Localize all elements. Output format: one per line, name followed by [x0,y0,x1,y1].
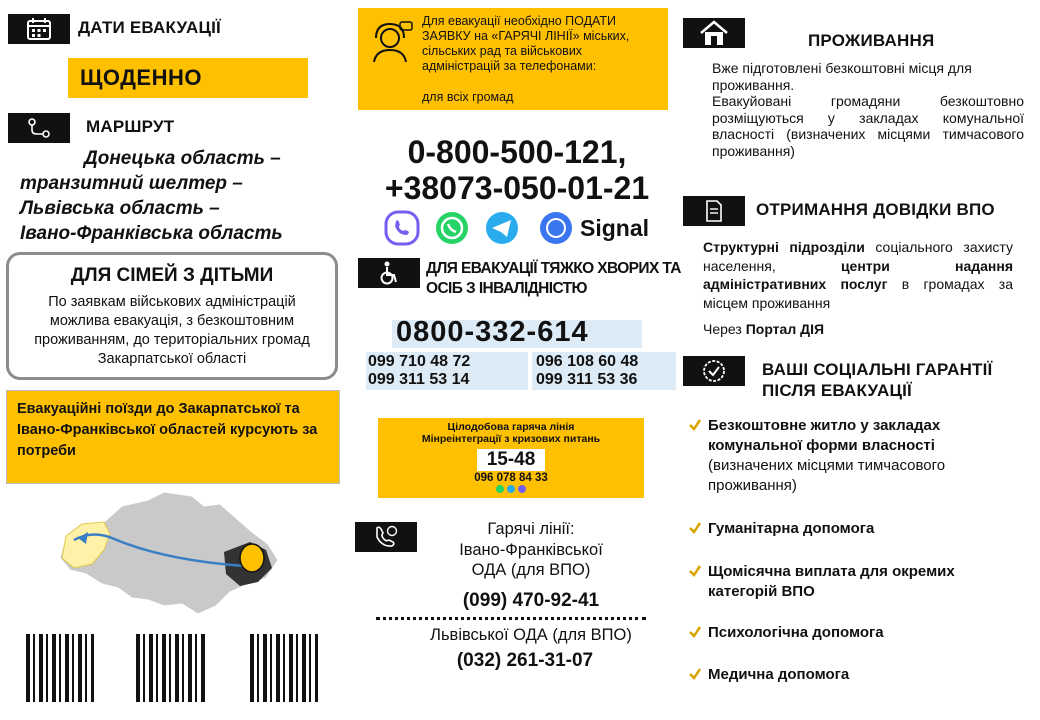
guarantee-item [688,562,1008,602]
check-icon [688,564,702,578]
viber-icon [518,485,526,493]
trains-text: Евакуаційні поїзди до Закарпатської та Івано-Франківської областей курсують за потреби [17,401,318,459]
disabled-number: 099 710 48 72 [368,353,471,370]
guarantee-subtext: (визначених місцями тимчасового проживання) [708,457,946,494]
calendar-icon-box [8,14,70,44]
disabled-number: 096 108 60 48 [536,353,639,370]
document-icon-box [683,196,745,226]
operator-icon [368,20,414,66]
route-title: МАРШРУТ [86,117,175,136]
hotline-box [378,418,644,498]
cert-t1: соціального захисту населення, [703,239,1013,274]
housing-text [712,60,1024,159]
housing-p2: Евакуйовані громадяни безкоштовно розміщуються у закладах комунальної власності (визначених місцями тимчасового проживання) [712,93,1024,159]
route-text [20,146,320,246]
cert-bold2: центри надання адміністративних послуг [703,257,1013,292]
families-title: ДЛЯ СІМЕЙ З ДІТЬМИ [70,265,274,286]
disabled-phone: 0800-332-614 [396,316,589,348]
hotline-messenger-icons [378,485,644,493]
wheelchair-icon-box [358,258,420,288]
house-icon-box [683,18,745,48]
viber-icon [384,210,420,246]
if-phone: (099) 470-92-41 [462,590,600,611]
guarantee-item [688,665,849,685]
guarantee-item [688,519,874,539]
guarantee-text: Медична допомога [708,666,850,683]
check-icon [688,521,702,535]
hotline-line1: Цілодобова гаряча лінія [447,421,575,433]
numbers-right [532,352,676,390]
qr-code [136,634,206,702]
wheelchair-icon [378,261,400,285]
signal-icon [538,210,574,246]
housing-title: ПРОЖИВАННЯ [808,31,935,50]
families-box [6,252,338,380]
phone-icon [373,525,399,549]
dates-title: ДАТИ ЕВАКУАЦІЇ [78,18,221,37]
guarantee-text: Психологічна допомога [708,624,884,641]
signal-label: Signal [580,214,650,241]
route-line: транзитний шелтер – [20,173,243,194]
phone-icon-box [355,522,417,552]
route-icon [25,116,53,140]
route-line: Львівська область – [20,198,220,219]
calendar-icon [26,17,52,41]
cert-portal-link: Портал ДІЯ [745,321,825,337]
trains-box [6,390,340,484]
telegram-icon [507,485,515,493]
messenger-icons [384,210,649,246]
badge-icon [701,358,727,384]
hotlines-title-line: Івано-Франківської [459,540,603,559]
families-text: По заявкам військових адміністрацій можлива евакуація, з безкоштовним проживанням, до територіальних громад Закарпатської області [34,294,310,367]
hotline-short [477,449,546,471]
guarantees-title-line: ПІСЛЯ ЕВАКУАЦІЇ [762,381,912,400]
hotline-phone: 096 078 84 33 [474,472,548,484]
whatsapp-icon [496,485,504,493]
cert-portal-pre: Через [703,321,746,337]
hotlines-title-line: ОДА (для ВПО) [471,561,591,579]
map-icon [52,488,282,620]
house-icon [699,20,729,46]
check-icon [688,667,702,681]
route-line: Івано-Франківська область [20,223,283,244]
dotted-divider [376,617,646,620]
numbers-left [366,352,528,390]
daily-label: ЩОДЕННО [80,65,202,90]
guarantee-item [688,416,1008,496]
disabled-number: 099 311 53 14 [368,371,470,388]
qr-code [26,634,94,702]
disabled-number: 099 311 53 36 [536,371,638,388]
whatsapp-icon [434,210,470,246]
notice-text: Для евакуації необхідно ПОДАТИ ЗАЯВКУ на «ГАРЯЧІ ЛІНІЇ» міських, сільських рад та військових адміністрацій за телефонами: [422,14,630,73]
guarantee-text: Безкоштовне житло у закладах комунальної форми власності [708,417,941,454]
hotline-short-number: 15-48 [486,449,536,470]
cert-t2: в громадах за місцем проживання [703,276,1013,311]
qr-code [250,634,318,702]
notice-box [358,8,668,110]
lviv-label: Львівської ОДА (для ВПО) [430,626,632,644]
lviv-phone: (032) 261-31-07 [456,650,594,671]
guarantees-title-line: ВАШІ СОЦІАЛЬНІ ГАРАНТІЇ [762,360,993,379]
guarantee-item [688,623,884,643]
notice-sub: для всіх громад [422,90,514,104]
telegram-icon [484,210,520,246]
route-icon-box [8,113,70,143]
hotlines-title-line: Гарячі лінії: [487,520,575,538]
guarantee-text: Щомісячна виплата для окремих категорій ВПО [708,563,955,600]
hotlines-title [420,519,642,581]
cert-text [703,238,1013,312]
document-icon [703,199,725,223]
check-icon [688,625,702,639]
hotline-line2: Мінреінтеграції з кризових питань [421,433,601,445]
main-phone-1: 0-800-500-121, [407,134,627,170]
check-icon [688,418,702,432]
cert-bold1: Структурні підрозділи [703,239,865,255]
guarantees-title [762,359,992,401]
badge-icon-box [683,356,745,386]
route-line: Донецька область – [84,148,281,169]
guarantee-text: Гуманітарна допомога [708,520,875,537]
daily-badge [68,58,308,98]
housing-p1: Вже підготовлені безкоштовні місця для проживання. [712,60,972,93]
main-phone-2: +38073-050-01-21 [384,170,650,206]
cert-portal [703,321,824,337]
cert-title: ОТРИМАННЯ ДОВІДКИ ВПО [756,200,995,219]
disabled-title: ДЛЯ ЕВАКУАЦІЇ ТЯЖКО ХВОРИХ ТА ОСІБ З ІНВАЛІДНІСТЮ [426,260,681,297]
